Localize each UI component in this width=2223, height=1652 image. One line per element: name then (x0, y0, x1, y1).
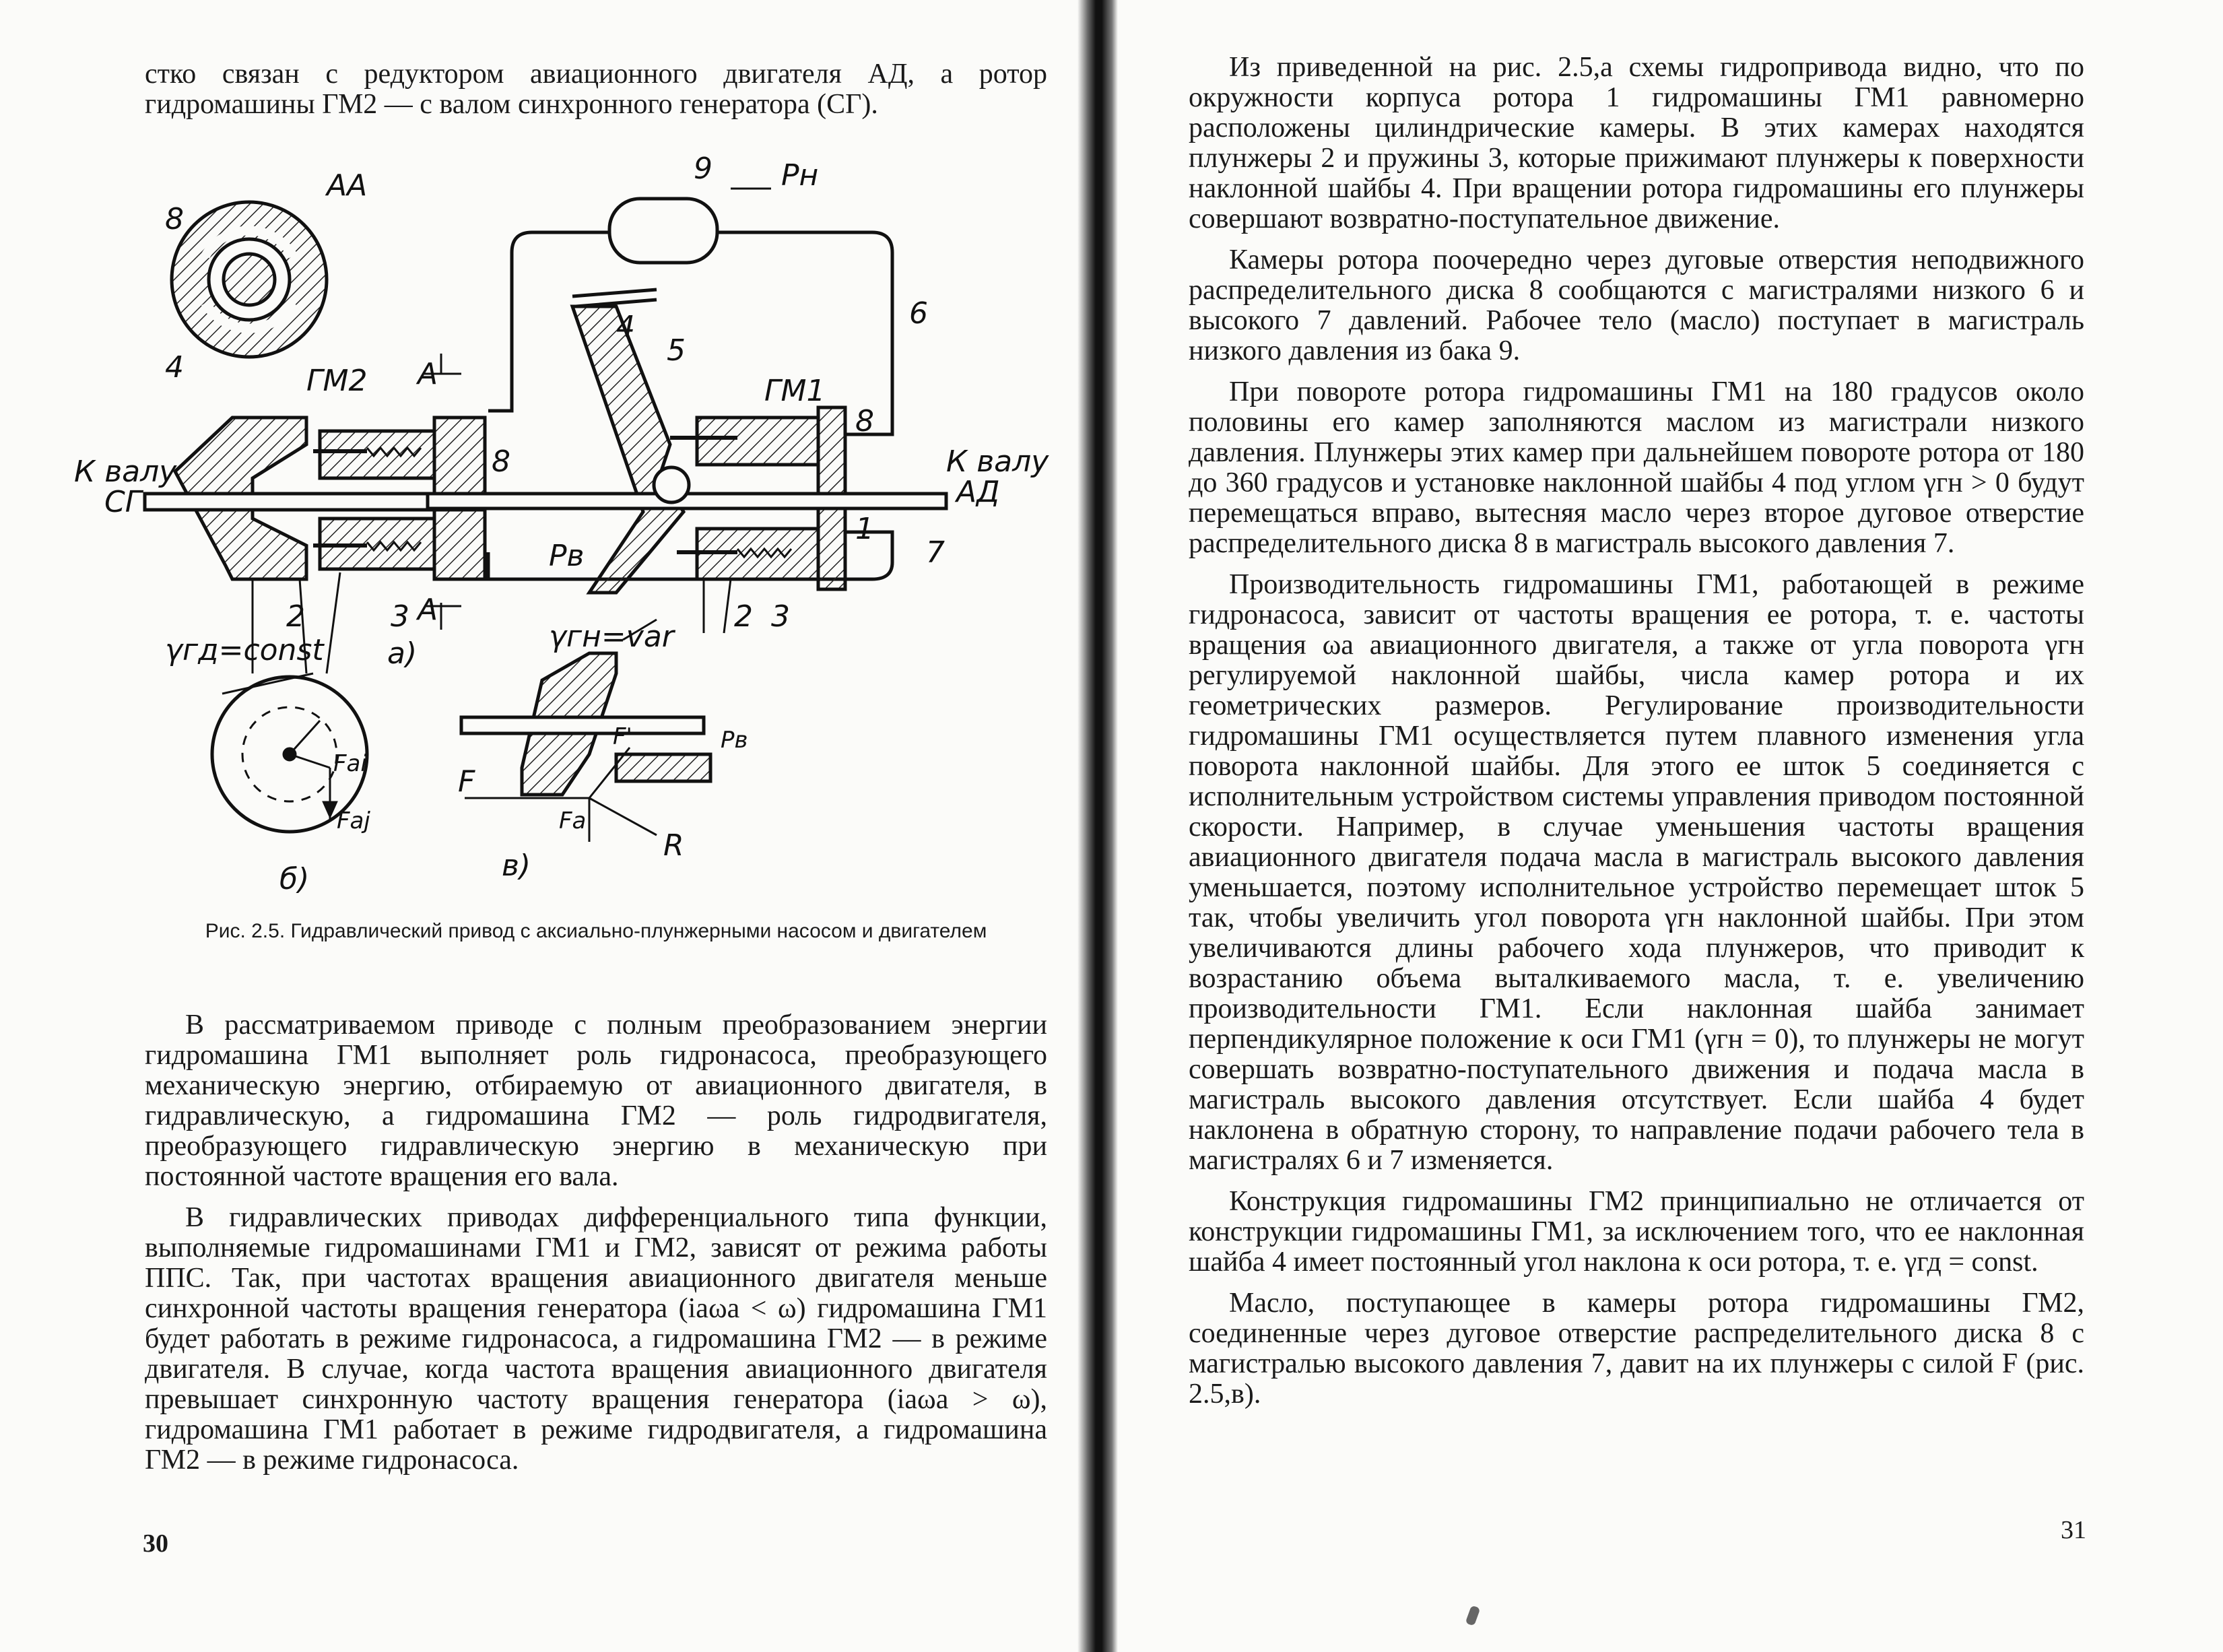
label-pn: Pн (781, 158, 819, 193)
label-3a: 3 (391, 599, 409, 634)
label-f-ai: Fai (333, 750, 367, 777)
left-top-text (145, 59, 1047, 120)
label-k-valu-sg-1: К валу (74, 455, 177, 489)
label-4-gm1: 4 (616, 310, 635, 344)
label-R: R (663, 828, 684, 863)
label-8c: 8 (855, 404, 874, 438)
label-pv: Pв (549, 539, 585, 573)
label-8b: 8 (492, 444, 510, 479)
section-aa-disc (172, 202, 327, 357)
tank-9 (609, 199, 717, 263)
label-gamma-gd: γгд=const (165, 633, 324, 667)
rod-5 (572, 290, 657, 306)
label-1: 1 (855, 512, 874, 546)
label-5: 5 (667, 333, 686, 368)
label-4-gm2: 4 (165, 350, 184, 385)
label-6: 6 (909, 296, 928, 331)
label-f-prime: F' (613, 723, 632, 750)
figure-2-5 (74, 152, 1049, 909)
label-k-valu-sg-2: СГ (104, 485, 142, 519)
right-paragraph: Конструкция гидромашины ГМ2 принципиально не отличается от конструкции гидромашины ГМ1, за исключением того, что ее наклонная шайба 4 имеет постоянный угол наклона к оси ротора, т. е. γгд = const. (1189, 1186, 2084, 1278)
label-2a: 2 (286, 599, 305, 634)
label-a-bottom: А (418, 593, 438, 627)
left-paragraph: В гидравлических приводах дифференциального типа функции, выполняемые гидромашинами ГМ1 и ГМ2, зависят от режима работы ППС. Так, при частотах вращения авиационного двигателя меньше синхронной частоты вращения генератора (iаωа < ω) гидромашина ГМ1 будет работать в режиме гидронасоса, а гидромашина ГМ2 — в режиме двигателя. В случае, когда частота вращения авиационного двигателя превышает синхронную частоту вращения генератора (iаωа > ω), гидромашина ГМ1 работает в режиме гидродвигателя, а гидромашина ГМ2 — в режиме гидронасоса. (145, 1202, 1047, 1476)
label-Fa: Fa (559, 807, 587, 834)
right-body-text (1189, 53, 2084, 1410)
label-sub-b: б) (279, 862, 310, 896)
gm1-unit (428, 290, 946, 593)
label-k-valu-ad-2: АД (956, 475, 1000, 509)
label-f-aj: Faj (337, 807, 370, 834)
right-paragraph: Масло, поступающее в камеры ротора гидромашины ГМ2, соединенные через дуговое отверстие распределительного диска 8 с магистралью высокого давления 7, давит на их плунжеры с силой F (рис. 2.5,в). (1189, 1288, 2084, 1410)
label-gm1: ГМ1 (764, 374, 826, 408)
label-gamma-gn: γгн=var (549, 620, 674, 654)
figure-caption: Рис. 2.5. Гидравлический привод с аксиально-плунжерными насосом и двигателем (205, 920, 987, 942)
label-3b: 3 (771, 599, 790, 634)
label-2b: 2 (734, 599, 753, 634)
page-number-right: 31 (2061, 1516, 2086, 1544)
left-body-text (145, 1010, 1047, 1476)
right-paragraph: Производительность гидромашины ГМ1, работающей в режиме гидронасоса, зависит от частоты вращения ее ротора, т. е. частоты вращения ωа авиационного двигателя, а также от угла поворота γгн регулируемой наклонной шайбы, числа камер ротора и их геометрических размеров. Регулирование производительности гидромашины ГМ1 осуществляется путем плавного изменения угла поворота наклонной шайбы. Для этого ее шток 5 соединяется с исполнительным устройством системы управления приводом постоянной скорости. Например, в случае уменьшения частоты вращения авиационного двигателя подача масла в магистраль высокого давления уменьшается, поэтому исполнительное устройство перемещает шток 5 так, чтобы увеличить угол поворота γгн наклонной шайбы. При этом увеличиваются длины рабочего хода плунжеров, что приводит к возрастанию объема выталкиваемого масла, т. е. увеличению производительности ГМ1. Если наклонная шайба занимает перпендикулярное положение к оси ГМ1 (γгн = 0), то плунжеры не могут совершать возвратно-поступательного движения и подача масла в магистраль высокого давления отсутствует. Если шайба 4 будет наклонена в обратную сторону, то направление подачи рабочего тела в магистралях 6 и 7 изменяется. (1189, 569, 2084, 1176)
label-7: 7 (926, 535, 945, 570)
label-k-valu-ad-1: К валу (946, 444, 1049, 479)
left-paragraph: В рассматриваемом приводе с полным преобразованием энергии гидромашина ГМ1 выполняет роль гидронасоса, преобразующего механическую энергию, отбираемую от авиационного двигателя, в гидравлическую, а гидромашина ГМ2 — роль гидродвигателя, преобразующего гидравлическую энергию в механическую при постоянной частоте вращения его вала. (145, 1010, 1047, 1192)
page-number-left: 30 (143, 1529, 168, 1558)
label-sub-a: а) (387, 636, 418, 671)
label-9: 9 (694, 152, 712, 186)
label-sub-v: в) (502, 849, 531, 883)
label-section-aa: АА (327, 168, 368, 203)
right-paragraph: Камеры ротора поочередно через дуговые отверстия неподвижного распределительного диска 8 сообщаются с магистралями низкого 6 и высокого 7 давлений. Рабочее тело (масло) поступает в магистраль низкого давления из бака 9. (1189, 244, 2084, 366)
left-top-line: стко связан с редуктором авиационного двигателя АД, а ротор гидромашины ГМ2 — с валом синхронного генератора (СГ). (145, 59, 1047, 120)
label-a-top: А (418, 357, 438, 391)
label-pv2: Pв (721, 727, 748, 754)
right-paragraph: При повороте ротора гидромашины ГМ1 на 180 градусов около половины его камер заполняются маслом из магистрали низкого давления. Плунжеры этих камер при дальнейшем повороте ротора от 180 до 360 градусов и установке наклонной шайбы 4 под углом γгн > 0 будут перемещаться вправо, вытесняя масло через второе дуговое отверстие распределительного диска 8 в магистраль высокого давления 7. (1189, 376, 2084, 559)
right-paragraph: Из приведенной на рис. 2.5,а схемы гидропривода видно, что по окружности корпуса ротора 1 гидромашины ГМ1 равномерно расположены цилиндрические камеры. В этих камерах находятся плунжеры 2 и пружины 3, которые прижимают плунжеры к поверхности наклонной шайбы 4. При вращении ротора гидромашины его плунжеры совершают возвратно-поступательное движение. (1189, 52, 2084, 234)
label-F: F (458, 764, 475, 799)
book-spine-shadow (1077, 0, 1118, 1652)
label-8a: 8 (165, 202, 184, 236)
label-gm2: ГМ2 (306, 364, 368, 398)
